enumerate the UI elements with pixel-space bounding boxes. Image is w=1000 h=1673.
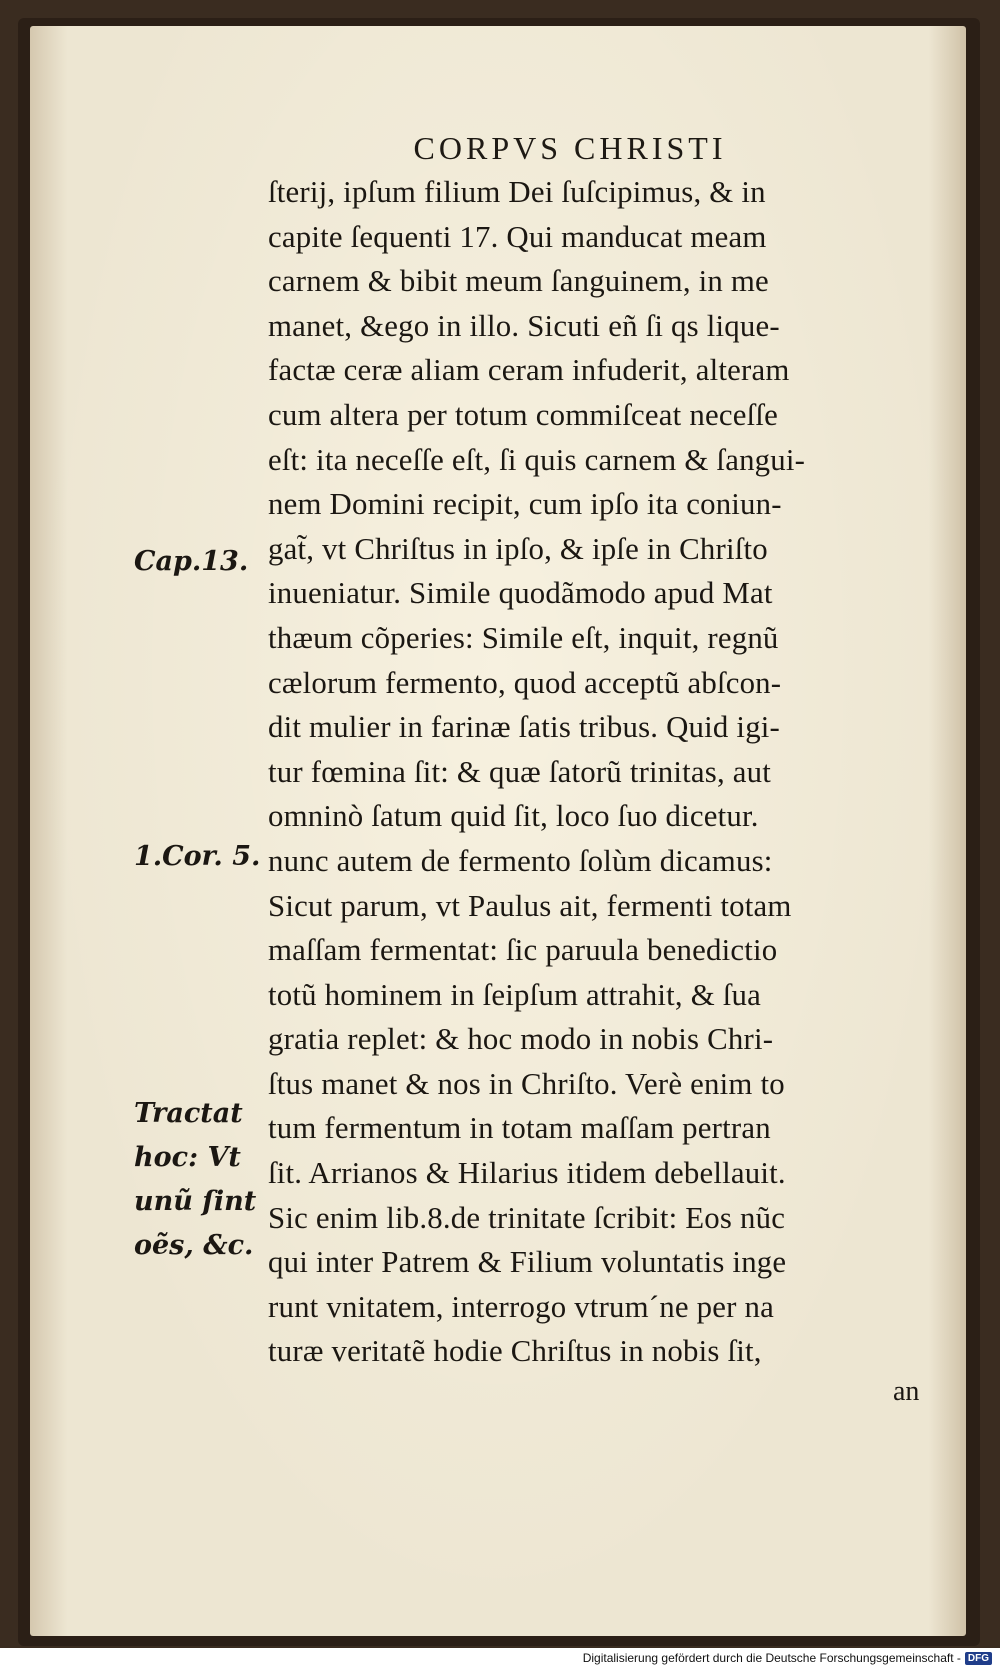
text-line: maſſam fermentat: ſic paruula benedictio: [268, 933, 778, 968]
text-line: nunc autem de fermento ſolùm dicamus:: [268, 843, 773, 878]
text-line: factæ ceræ aliam ceram infuderit, alteram: [268, 353, 790, 388]
text-line: qui inter Patrem & Filium voluntatis inge: [268, 1245, 787, 1280]
text-line: cum altera per totum commiſceat neceſſe: [268, 397, 778, 432]
margin-note-hoc-vt: hoc: Vt: [134, 1142, 241, 1173]
margin-note-unu-sint: unũ ſint: [134, 1186, 257, 1217]
main-text-block: [268, 170, 948, 1374]
dfg-logo-icon: DFG: [965, 1652, 992, 1665]
text-line: gratia replet: & hoc modo in nobis Chri-: [268, 1022, 774, 1057]
digitization-footer: [583, 1651, 992, 1665]
text-line: gat̃, vt Chriſtus in ipſo, & ipſe in Chriſto: [268, 531, 768, 566]
text-line: ſtus manet & nos in Chriſto. Verè enim to: [268, 1066, 785, 1101]
margin-note-oes-etc: oẽs, &c.: [134, 1230, 254, 1261]
text-line: Sic enim lib.8.de trinitate ſcribit: Eos nũc: [268, 1200, 786, 1235]
margin-note-cap13: Cap.13.: [134, 546, 249, 577]
text-line: omninò ſatum quid ſit, loco ſuo dicetur.: [268, 799, 759, 834]
text-line: carnem & bibit meum ſanguinem, in me: [268, 264, 769, 299]
footer-text: Digitalisierung gefördert durch die Deutsche Forschungsgemeinschaft -: [582, 1651, 961, 1665]
text-line: cælorum fermento, quod acceptũ abſcon-: [268, 665, 782, 700]
text-line: ſit. Arrianos & Hilarius itidem debellauit.: [268, 1156, 786, 1191]
text-line: inueniatur. Simile quodãmodo apud Mat: [268, 576, 773, 611]
text-line: Sicut parum, vt Paulus ait, fermenti totam: [268, 888, 792, 923]
text-line: ſterij, ipſum filium Dei ſuſcipimus, & in: [268, 175, 766, 209]
text-line: nem Domini recipit, cum ipſo ita coniun-: [268, 487, 782, 522]
running-header: CORPVS CHRISTI: [413, 130, 727, 166]
catchword: an: [893, 1376, 920, 1407]
text-line: tum fermentum in totam maſſam pertran: [268, 1111, 771, 1146]
margin-note-1cor5: 1.Cor. 5.: [134, 841, 261, 872]
text-line: thæum cõperies: Simile eſt, inquit, regnũ: [268, 620, 779, 655]
margin-note-tractat: Tractat: [134, 1098, 243, 1129]
text-line: eſt: ita neceſſe eſt, ſi quis carnem & ſangui-: [268, 442, 806, 477]
text-line: turæ veritatẽ hodie Chriſtus in nobis ſit,: [268, 1334, 762, 1369]
text-line: capite ſequenti 17. Qui manducat meam: [268, 219, 767, 254]
text-line: runt vnitatem, interrogo vtrum´ne per na: [268, 1289, 774, 1324]
text-line: tur fœmina ſit: & quæ ſatorũ trinitas, aut: [268, 754, 772, 789]
text-line: dit mulier in farinæ ſatis tribus. Quid igi-: [268, 710, 781, 745]
text-line: totũ hominem in ſeipſum attrahit, & ſua: [268, 977, 762, 1012]
text-line: manet, &ego in illo. Sicuti eñ ſi qs lique-: [268, 308, 780, 343]
